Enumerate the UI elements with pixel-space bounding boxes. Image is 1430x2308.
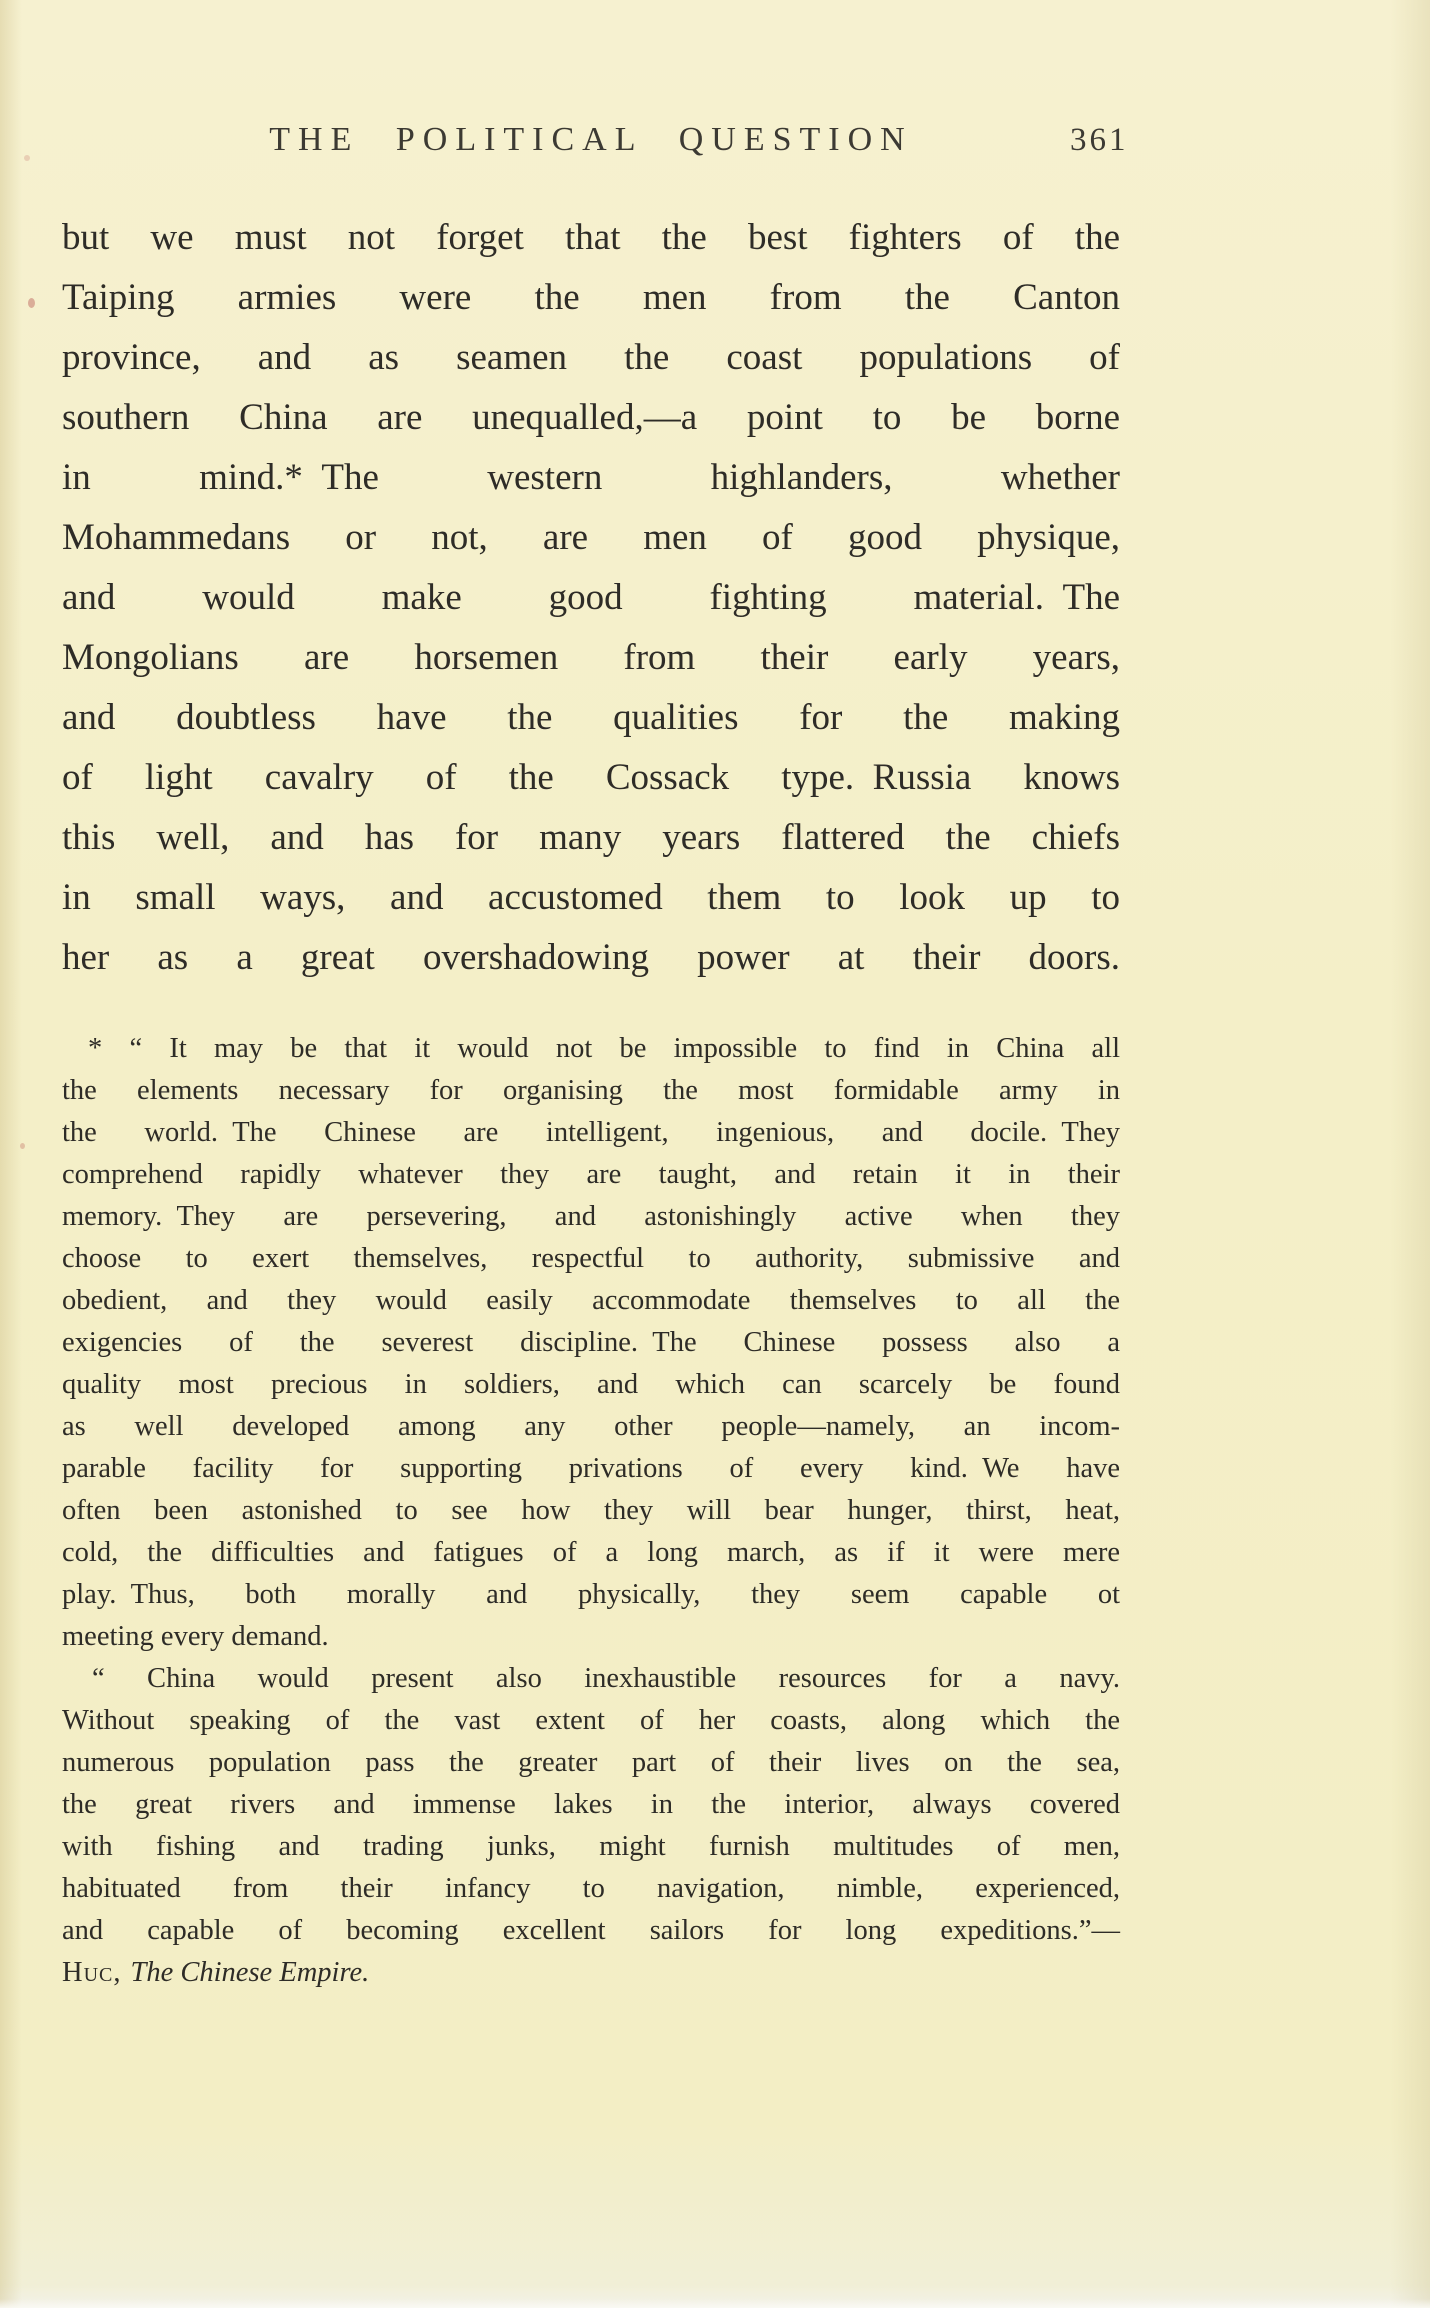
text-line: of light cavalry of the Cossack type. Russia knows bbox=[62, 757, 1120, 798]
text-line: comprehend rapidly whatever they are taught, and retain it in their bbox=[62, 1159, 1120, 1190]
text-line: meeting every demand. bbox=[62, 1621, 329, 1652]
running-header bbox=[62, 112, 1129, 168]
text-line: quality most precious in soldiers, and which can scarcely be found bbox=[62, 1369, 1120, 1400]
text-line: southern China are unequalled,—a point to be borne bbox=[62, 397, 1120, 438]
text-line: the elements necessary for organising the most formidable army in bbox=[62, 1075, 1120, 1106]
text-line: this well, and has for many years flattered the chiefs bbox=[62, 817, 1120, 858]
text-line: Taiping armies were the men from the Canton bbox=[62, 277, 1120, 318]
citation-author: Huc, bbox=[62, 1957, 122, 1988]
text-line: Mohammedans or not, are men of good physique, bbox=[62, 517, 1120, 558]
text-line: and doubtless have the qualities for the making bbox=[62, 697, 1120, 738]
paper-speck bbox=[24, 155, 30, 161]
text-line: Mongolians are horsemen from their early years, bbox=[62, 637, 1120, 678]
text-line: exigencies of the severest discipline. The Chinese possess also a bbox=[62, 1327, 1120, 1358]
text-line: in small ways, and accustomed them to look up to bbox=[62, 877, 1120, 918]
page-title: THE POLITICAL QUESTION bbox=[269, 121, 913, 158]
paper-speck bbox=[20, 1143, 25, 1149]
citation-work-title: The Chinese Empire. bbox=[130, 1957, 370, 1988]
paper-speck bbox=[28, 298, 35, 308]
text-line: cold, the difficulties and fatigues of a long march, as if it were mere bbox=[62, 1537, 1120, 1568]
text-line: the great rivers and immense lakes in the interior, always covered bbox=[62, 1789, 1120, 1820]
text-line: * “ It may be that it would not be impossible to find in China all bbox=[88, 1033, 1120, 1064]
text-line: numerous population pass the greater part of their lives on the sea, bbox=[62, 1747, 1120, 1778]
footnote-citation bbox=[62, 1952, 1120, 1994]
text-line: choose to exert themselves, respectful to authority, submissive and bbox=[62, 1243, 1120, 1274]
text-line: Without speaking of the vast extent of her coasts, along which the bbox=[62, 1705, 1120, 1736]
body-paragraph bbox=[62, 208, 1120, 988]
text-line: and would make good fighting material. The bbox=[62, 577, 1120, 618]
text-line: province, and as seamen the coast populations of bbox=[62, 337, 1120, 378]
text-line: memory. They are persevering, and astonishingly active when they bbox=[62, 1201, 1120, 1232]
text-line: with fishing and trading junks, might furnish multitudes of men, bbox=[62, 1831, 1120, 1862]
footnote-paragraph-1 bbox=[62, 1028, 1120, 1658]
text-line: as well developed among any other people—namely, an incom- bbox=[62, 1411, 1120, 1442]
text-line: parable facility for supporting privations of every kind. We have bbox=[62, 1453, 1120, 1484]
text-line: obedient, and they would easily accommodate themselves to all the bbox=[62, 1285, 1120, 1316]
text-column bbox=[62, 0, 1129, 1994]
text-line: “ China would present also inexhaustible resources for a navy. bbox=[92, 1663, 1120, 1694]
text-line: often been astonished to see how they will bear hunger, thirst, heat, bbox=[62, 1495, 1120, 1526]
footnote-paragraph-2 bbox=[62, 1658, 1120, 1952]
scan-bottom-edge bbox=[0, 2299, 1430, 2308]
text-line: but we must not forget that the best fighters of the bbox=[62, 217, 1120, 258]
text-line: and capable of becoming excellent sailors for long expeditions.”— bbox=[62, 1915, 1120, 1946]
text-line: play. Thus, both morally and physically, they seem capable ot bbox=[62, 1579, 1120, 1610]
text-line: in mind.* The western highlanders, whether bbox=[62, 457, 1120, 498]
text-line: the world. The Chinese are intelligent, ingenious, and docile. They bbox=[62, 1117, 1120, 1148]
text-line: habituated from their infancy to navigation, nimble, experienced, bbox=[62, 1873, 1120, 1904]
page-number: 361 bbox=[1070, 122, 1129, 158]
footnote-block bbox=[62, 1028, 1120, 1994]
text-line: her as a great overshadowing power at their doors. bbox=[62, 937, 1120, 978]
